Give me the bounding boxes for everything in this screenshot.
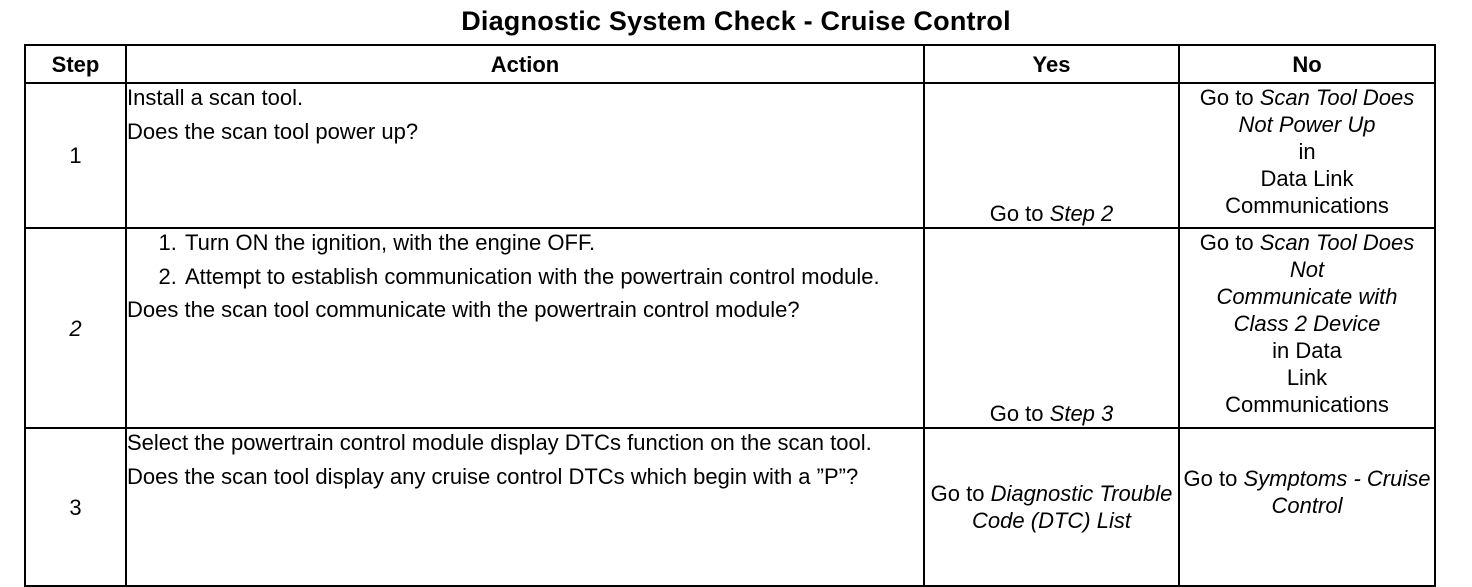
yes-cell	[924, 83, 1179, 228]
diagnostic-table	[24, 44, 1436, 587]
header-step: Step	[25, 45, 126, 83]
no-cell	[1179, 428, 1435, 586]
no-link-cont[interactable]: Communicate with	[1216, 284, 1398, 309]
no-suffix: Link	[1286, 365, 1328, 390]
yes-link[interactable]: Step 3	[1049, 401, 1114, 426]
no-cell	[1179, 228, 1435, 428]
no-suffix-section: Data Link Communications	[1225, 166, 1389, 218]
yes-link[interactable]: Diagnostic Trouble Code (DTC) List	[972, 481, 1173, 533]
no-suffix-section: Communications	[1225, 392, 1389, 417]
no-link-cont[interactable]: Class 2 Device	[1233, 311, 1381, 336]
no-suffix: in Data	[1272, 338, 1342, 363]
no-prefix: Go to	[1199, 85, 1254, 110]
no-link[interactable]: Scan Tool Does Not Power Up	[1238, 85, 1415, 137]
yes-cell	[924, 428, 1179, 586]
no-link[interactable]: Scan Tool Does Not	[1259, 230, 1415, 282]
header-yes: Yes	[924, 45, 1179, 83]
action-text: Install a scan tool.	[127, 85, 304, 110]
page-title: Diagnostic System Check - Cruise Control	[461, 6, 1011, 36]
yes-prefix: Go to	[989, 401, 1044, 426]
no-prefix: Go to	[1183, 466, 1238, 491]
yes-link[interactable]: Step 2	[1049, 201, 1114, 226]
action-step: 1. Turn ON the ignition, with the engine OFF.	[183, 229, 923, 256]
table-row	[25, 83, 1435, 228]
action-question: Does the scan tool display any cruise control DTCs which begin with a ”P”?	[127, 464, 859, 489]
action-text: Select the powertrain control module display DTCs function on the scan tool.	[127, 430, 872, 455]
table-row	[25, 228, 1435, 428]
table-row	[25, 428, 1435, 586]
header-row	[25, 45, 1435, 83]
yes-cell	[924, 228, 1179, 428]
step-number: 2	[25, 228, 126, 428]
header-no: No	[1179, 45, 1435, 83]
action-question: Does the scan tool power up?	[127, 119, 419, 144]
header-action: Action	[126, 45, 924, 83]
action-cell	[126, 228, 924, 428]
no-prefix: Go to	[1199, 230, 1254, 255]
action-cell	[126, 83, 924, 228]
step-number: 3	[25, 428, 126, 586]
step-number: 1	[25, 83, 126, 228]
action-question: Does the scan tool communicate with the powertrain control module?	[127, 297, 800, 322]
action-cell	[126, 428, 924, 586]
no-cell	[1179, 83, 1435, 228]
yes-prefix: Go to	[989, 201, 1044, 226]
no-link[interactable]: Symptoms - Cruise Control	[1243, 466, 1431, 518]
yes-prefix: Go to	[930, 481, 985, 506]
action-step: 2. Attempt to establish communication with the powertrain control module.	[183, 263, 923, 290]
action-steps-list	[127, 229, 923, 290]
no-suffix: in	[1298, 139, 1316, 164]
